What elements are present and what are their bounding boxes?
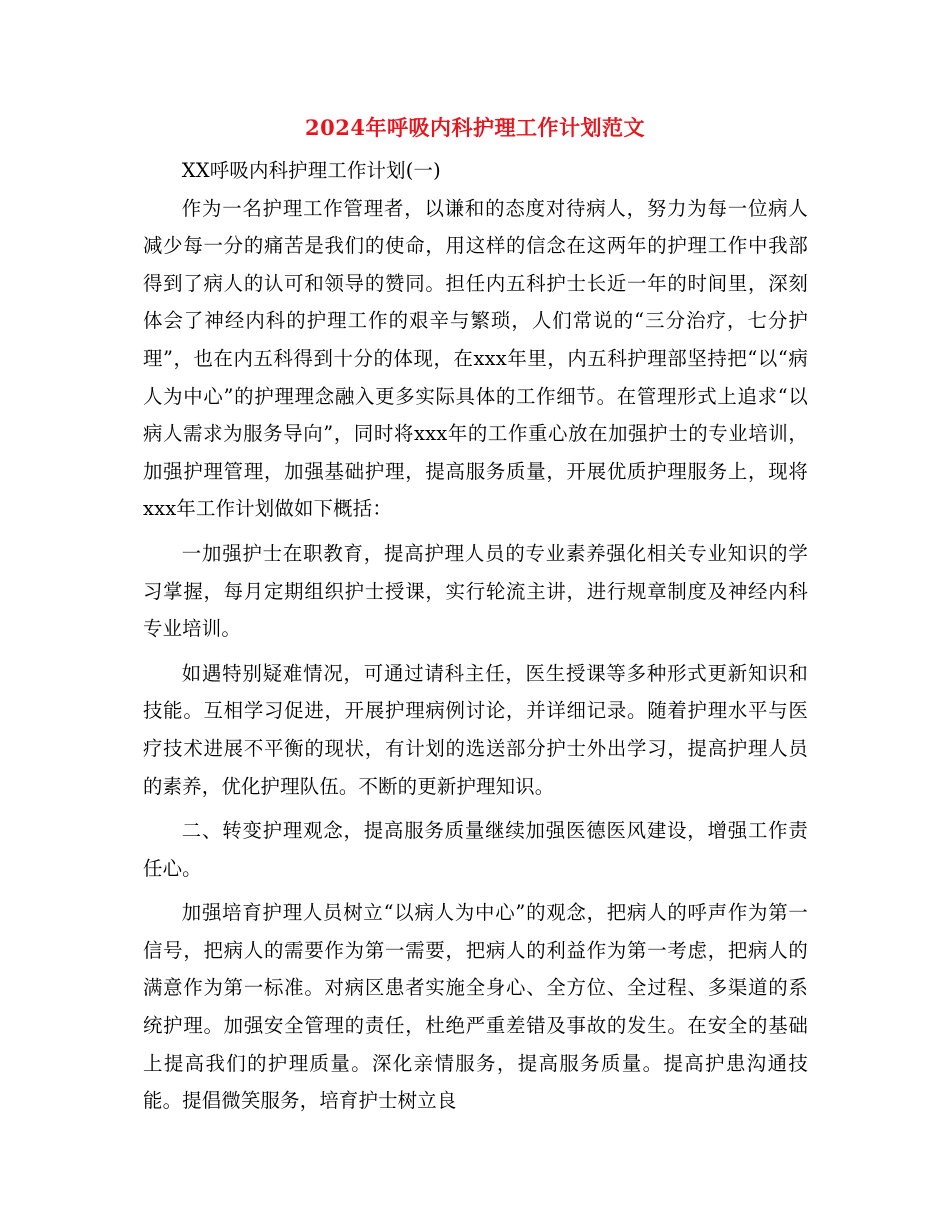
document-title: 2024年呼吸内科护理工作计划范文 [305, 115, 645, 140]
paragraph-section-2-detail: 加强培育护理人员树立“以病人为中心”的观念，把病人的呼声作为第一信号，把病人的需要作为第一需要，把病人的利益作为第一考虑，把病人的满意作为第一标准。对病区患者实施全身心、全方位、全过程、多渠道的系统护理。加强安全管理的责任，杜绝严重差错及事故的发生。在安全的基础上提高我们的护理质量。深化亲情服务，提高服务质量。提高护患沟通技能。提倡微笑服务，培育护士树立良 [143, 901, 808, 1113]
document-body [143, 152, 808, 1120]
paragraph-subtitle: XX呼吸内科护理工作计划(一) [181, 159, 441, 182]
paragraph-section-2: 二、转变护理观念，提高服务质量继续加强医德医风建设，增强工作责任心。 [143, 819, 808, 880]
paragraph-section-1: 一加强护士在职教育，提高护理人员的专业素养强化相关专业知识的学习掌握，每月定期组织护士授课，实行轮流主讲，进行规章制度及神经内科专业培训。 [143, 541, 808, 641]
paragraph-intro: 作为一名护理工作管理者，以谦和的态度对待病人，努力为每一位病人减少每一分的痛苦是我们的使命，用这样的信念在这两年的护理工作中我部得到了病人的认可和领导的赞同。担任内五科护士长近一年的时间里，深刻体会了神经内科的护理工作的艰辛与繁琐，人们常说的“三分治疗，七分护理”，也在内五科得到十分的体现，在xxx年里，内五科护理部坚持把“以“病人为中心”的护理理念融入更多实际具体的工作细节。在管理形式上追求“以病人需求为服务导向”，同时将xxx年的工作重心放在加强护士的专业培训，加强护理管理，加强基础护理，提高服务质量，开展优质护理服务上，现将xxx年工作计划做如下概括： [143, 196, 808, 521]
paragraph-section-1-detail: 如遇特别疑难情况，可通过请科主任，医生授课等多种形式更新知识和技能。互相学习促进，开展护理病例讨论，并详细记录。随着护理水平与医疗技术进展不平衡的现状，有计划的选送部分护士外出学习，提高护理人员的素养，优化护理队伍。不断的更新护理知识。 [143, 661, 808, 798]
